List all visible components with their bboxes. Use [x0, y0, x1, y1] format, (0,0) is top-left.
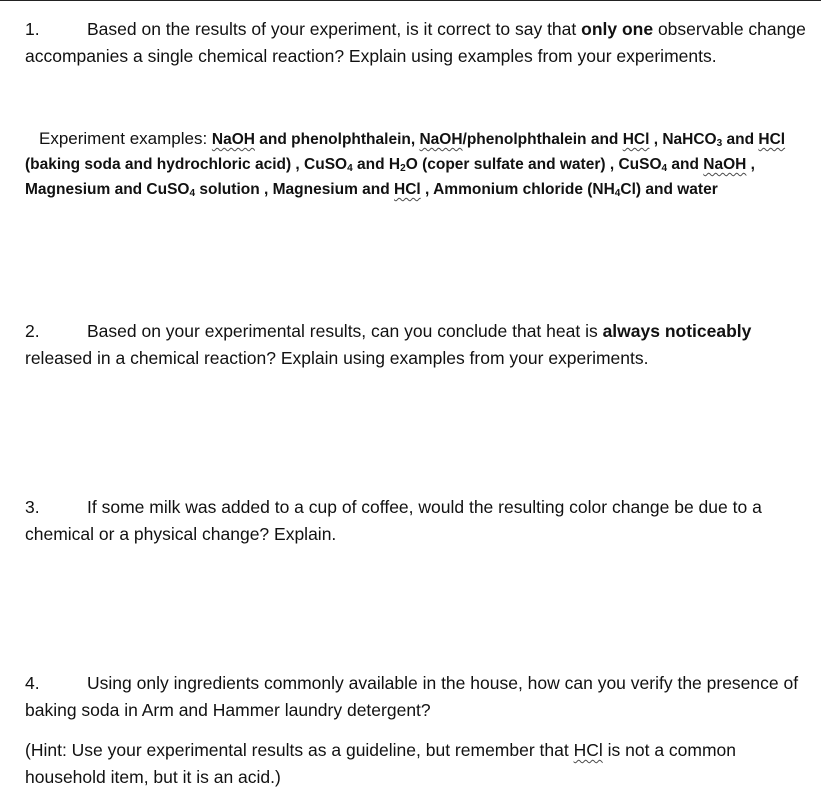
examples-text: /phenolphthalein and	[462, 131, 623, 148]
examples-subscript: 4	[661, 163, 668, 174]
examples-naoh-3: NaOH	[703, 156, 747, 173]
examples-subscript: 4	[189, 188, 196, 199]
question-3	[25, 494, 815, 548]
examples-text: , Magnesium and CuSO	[25, 156, 755, 198]
examples-hcl-2: HCl	[758, 131, 786, 148]
hint-text-a: (Hint: Use your experimental results as a guideline, but remember that	[25, 740, 574, 760]
examples-hcl: HCl	[622, 131, 650, 148]
question-2-number: 2.	[25, 321, 40, 341]
question-1-text-a: Based on the results of your experiment, is it correct to say that	[87, 19, 582, 39]
question-4	[25, 670, 815, 724]
question-2	[25, 318, 815, 372]
examples-text: and H	[352, 156, 401, 173]
question-1-number: 1.	[25, 19, 40, 39]
examples-text: and	[667, 156, 704, 173]
examples-text: and	[722, 131, 759, 148]
examples-text: , Ammonium chloride (NH	[420, 181, 615, 198]
question-4-text: Using only ingredients commonly available in the house, how can you verify the presence of baking soda in Arm and Hammer laundry detergent?	[25, 673, 799, 720]
examples-text: (baking soda and hydrochloric acid) ,	[25, 156, 305, 173]
examples-cuso4-2: CuSO	[618, 156, 662, 173]
examples-hcl-3: HCl	[394, 181, 421, 198]
question-2-emphasis: always noticeably	[602, 321, 752, 341]
question-2-text-a: Based on your experimental results, can you conclude that heat is	[87, 321, 603, 341]
hint-hcl: HCl	[573, 740, 603, 760]
top-border-line	[0, 0, 821, 1]
examples-subscript: 4	[614, 188, 621, 199]
examples-text: solution , Magnesium and	[195, 181, 395, 198]
question-2-text-b: released in a chemical reaction? Explain using examples from your experiments.	[25, 348, 649, 368]
question-3-text: If some milk was added to a cup of coffee, would the resulting color change be due to a chemical or a physical change? Explain.	[25, 497, 762, 544]
question-3-number: 3.	[25, 497, 40, 517]
examples-lead: Experiment examples:	[39, 129, 212, 148]
question-1-emphasis: only one	[581, 19, 654, 39]
examples-text: O (coper sulfate and water) ,	[405, 156, 619, 173]
examples-text: ,	[649, 131, 663, 148]
question-1-text-b: observable change accompanies a single chemical reaction? Explain using examples from your experiments.	[25, 19, 806, 66]
examples-cuso4: CuSO	[304, 156, 348, 173]
question-1	[25, 16, 815, 70]
examples-text: and phenolphthalein,	[254, 131, 420, 148]
question-4-hint	[25, 737, 815, 791]
examples-text: Cl) and water	[620, 181, 718, 198]
question-4-number: 4.	[25, 673, 40, 693]
examples-subscript: 2	[400, 163, 406, 174]
examples-naoh-2: NaOH	[419, 131, 463, 148]
examples-nahco3: NaHCO	[662, 131, 717, 148]
examples-subscript: 4	[347, 163, 353, 174]
experiment-examples	[25, 126, 815, 202]
examples-subscript: 3	[716, 138, 723, 149]
hint-text-b: is not a common household item, but it is an acid.)	[25, 740, 737, 787]
examples-naoh: NaOH	[211, 131, 255, 148]
